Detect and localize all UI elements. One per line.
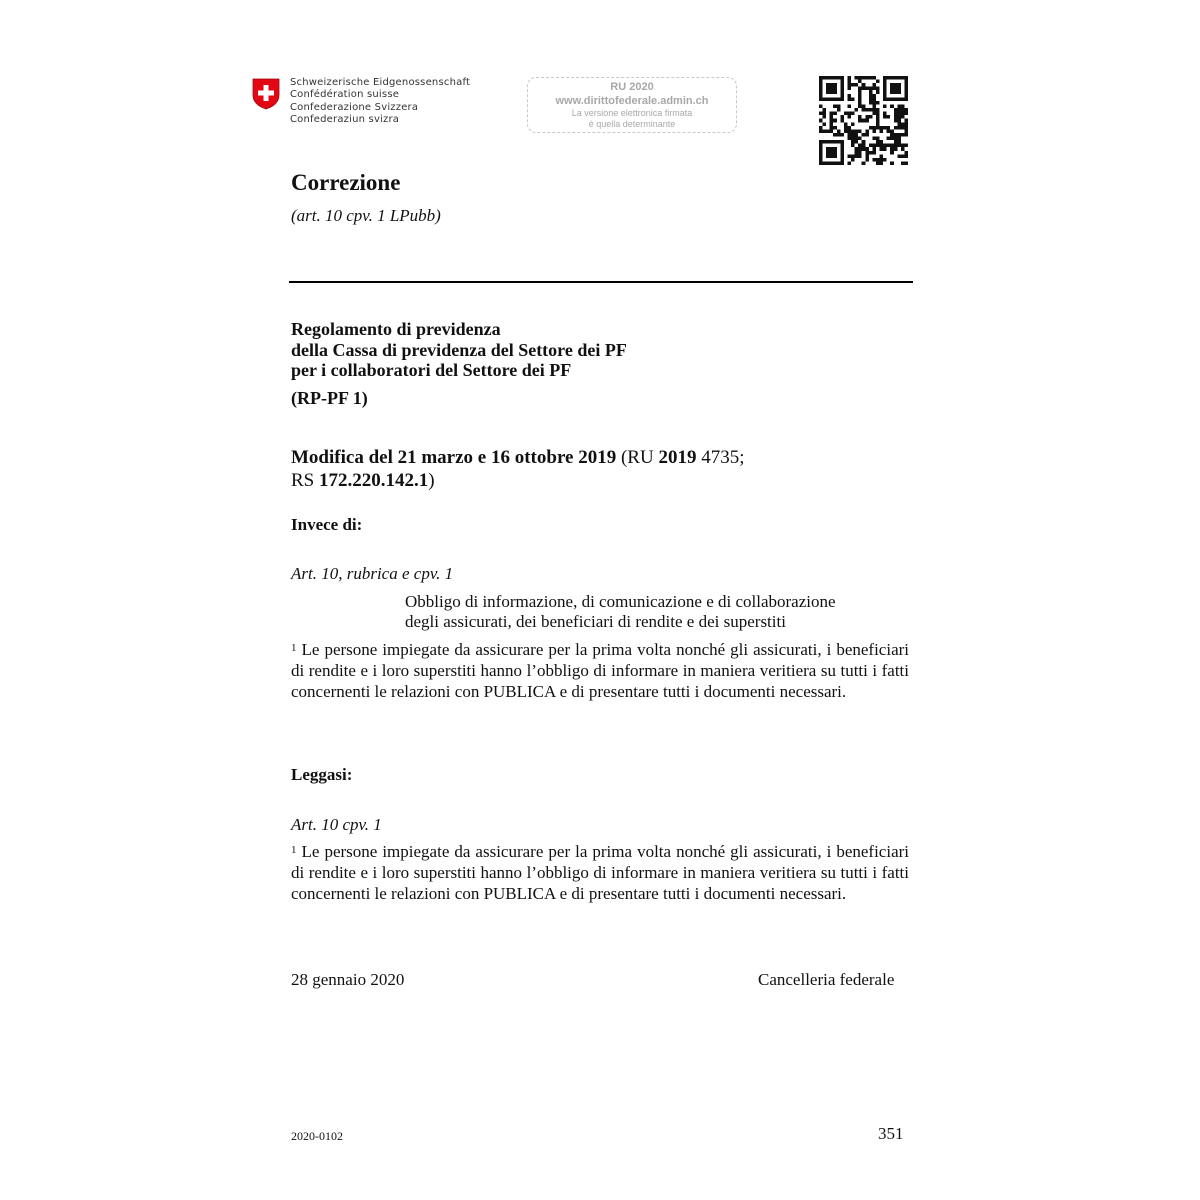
regulation-title	[291, 319, 627, 381]
paragraph-text: Le persone impiegate da assicurare per la prima volta nonché gli assicurati, i beneficiari di rendite e i loro superstiti hanno l’obbligo di informare in maniera veritiera su tutti i fatti concernenti le relazioni con PUBLICA e di presentare tutti i documenti necessari.	[291, 842, 909, 903]
confederation-line-rm: Confederaziun svizra	[290, 114, 400, 126]
ru-page: 4735;	[696, 447, 745, 468]
read-paragraph	[291, 841, 909, 904]
amendment-date: Modifica del 21 marzo e 16 ottobre 2019	[291, 447, 617, 468]
rs-close: )	[428, 470, 435, 491]
instead-article-reference: Art. 10, rubrica e cpv. 1	[291, 564, 454, 583]
confederation-names	[290, 77, 470, 127]
page-number: 351	[878, 1124, 904, 1143]
read-article-reference: Art. 10 cpv. 1	[291, 815, 382, 834]
issuing-authority: Cancelleria federale	[758, 970, 895, 989]
ru-open: (RU	[616, 447, 659, 468]
paragraph-number: 1	[291, 844, 297, 856]
rs-number: 172.220.142.1	[319, 470, 429, 491]
paragraph-number: 1	[291, 642, 297, 654]
regulation-abbreviation: (RP-PF 1)	[291, 388, 368, 408]
page-title: Correzione	[291, 170, 401, 195]
page-subtitle: (art. 10 cpv. 1 LPubb)	[291, 206, 441, 225]
confederation-line-it: Confederazione Svizzera	[290, 101, 419, 113]
article-heading-line: Obbligo di informazione, di comunicazione e di collaborazione	[405, 592, 836, 611]
paragraph-text: Le persone impiegate da assicurare per la prima volta nonché gli assicurati, i beneficiari di rendite e i loro superstiti hanno l’obbligo di informare in maniera veritiera su tutti i fatti concernenti le relazioni con PUBLICA e di presentare tutti i documenti necessari.	[291, 640, 909, 701]
stamp-website[interactable]: www.dirittofederale.admin.ch	[555, 95, 709, 107]
regulation-title-line: Regolamento di previdenza	[291, 319, 501, 339]
article-heading-line: degli assicurati, dei beneficiari di rendite e dei superstiti	[405, 612, 786, 631]
stamp-note-1: La versione elettronica firmata	[571, 108, 693, 118]
regulation-title-line: per i collaboratori del Settore dei PF	[291, 360, 572, 380]
official-publication-stamp	[527, 77, 737, 133]
document-date: 28 gennaio 2020	[291, 970, 405, 989]
confederation-line-fr: Confédération suisse	[290, 89, 400, 101]
instead-paragraph	[291, 639, 909, 702]
confederation-line-de: Schweizerische Eidgenossenschaft	[290, 77, 471, 88]
document-number: 2020-0102	[291, 1129, 343, 1143]
stamp-collection: RU 2020	[610, 81, 654, 93]
amendment-reference	[291, 446, 911, 492]
regulation-title-line: della Cassa di previdenza del Settore dei PF	[291, 339, 627, 360]
qr-code-icon	[819, 76, 908, 165]
swiss-crest-icon	[252, 78, 280, 110]
read-as-label: Leggasi:	[291, 765, 353, 784]
ru-year: 2019	[658, 447, 697, 468]
instead-of-label: Invece di:	[291, 515, 363, 534]
stamp-note-2: è quella determinante	[588, 119, 676, 129]
title-divider	[289, 281, 913, 283]
article-heading	[405, 592, 885, 632]
rs-prefix: RS	[291, 470, 319, 491]
